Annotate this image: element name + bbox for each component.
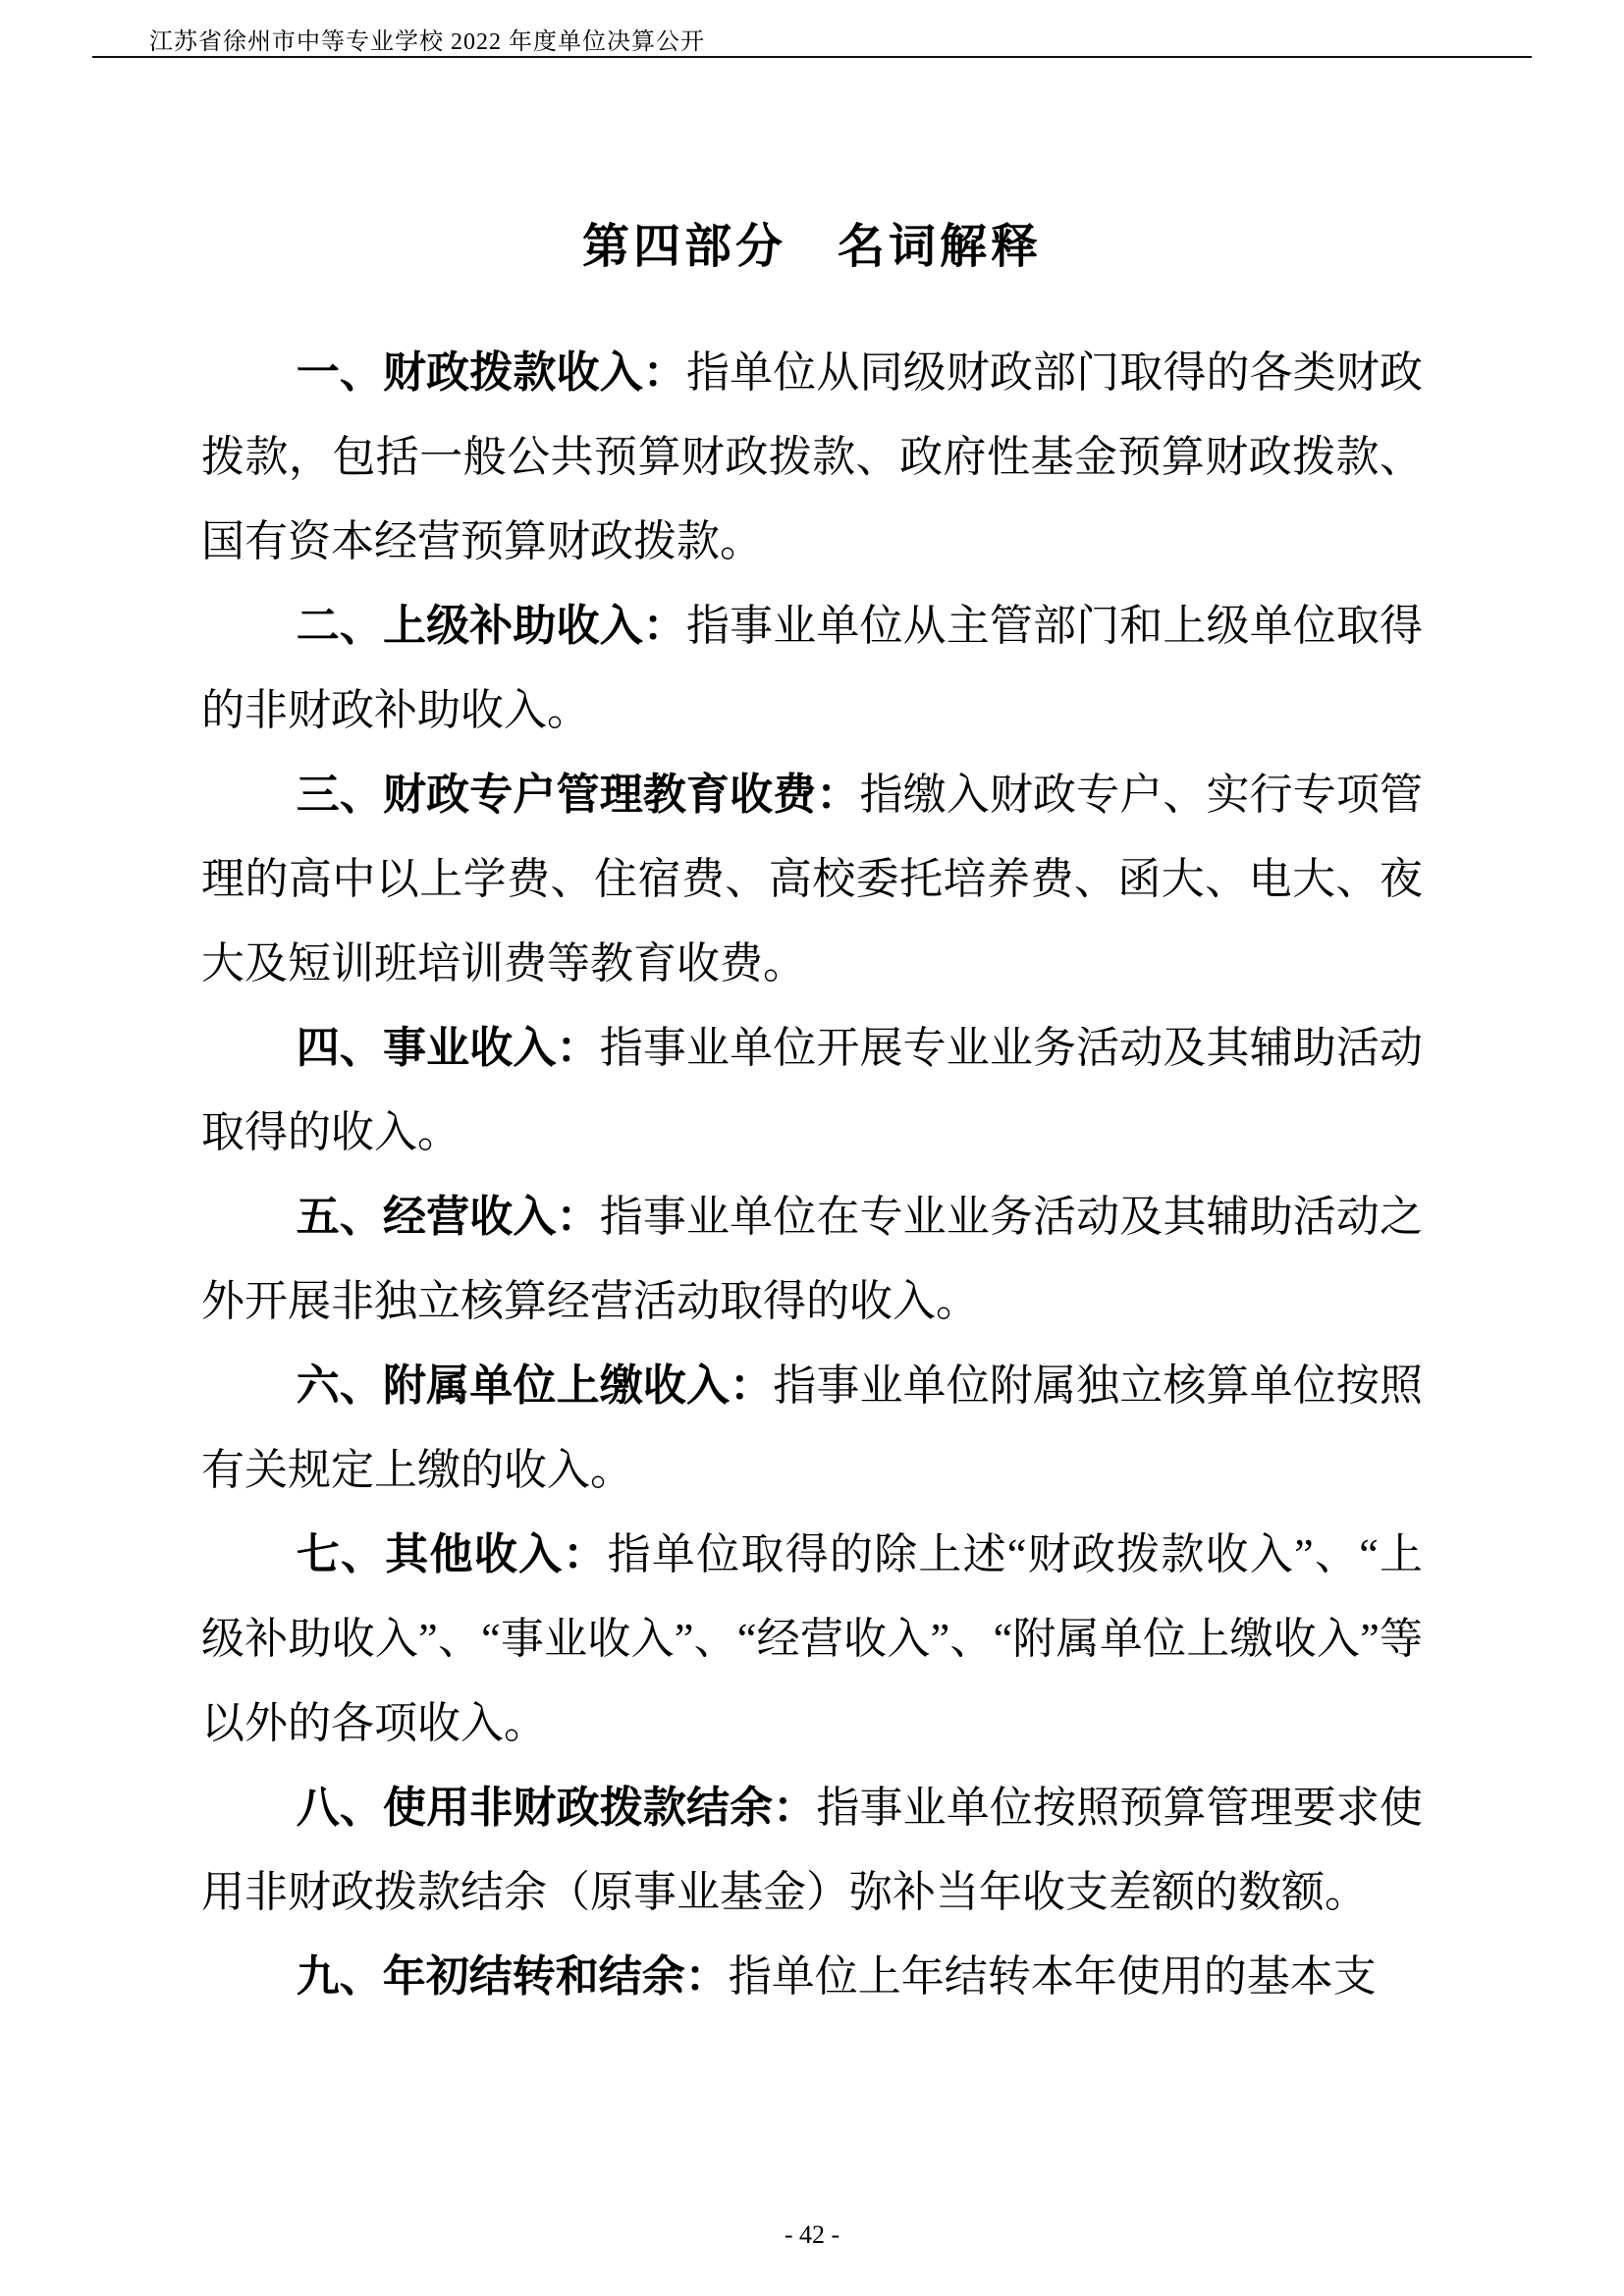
definition-paragraph (201, 1513, 1423, 1766)
definition-paragraph (201, 753, 1423, 1006)
term-label: 八、使用非财政拨款结余： (296, 1784, 817, 1832)
term-definition: 指事业单位在专业业务活动及其辅助活动之外开展非独立核算经营活动取得的收入。 (201, 1193, 1424, 1325)
term-definition: 指事业单位按照预算管理要求使用非财政拨款结余（原事业基金）弥补当年收支差额的数额。 (201, 1784, 1424, 1916)
term-label: 五、经营收入： (296, 1193, 600, 1241)
term-definition: 指缴入财政专户、实行专项管理的高中以上学费、住宿费、高校委托培养费、函大、电大、夜大及短训班培训费等教育收费。 (201, 771, 1424, 988)
term-label: 二、上级补助收入： (296, 602, 686, 650)
term-definition: 指事业单位附属独立核算单位按照有关规定上缴的收入。 (201, 1362, 1424, 1494)
header-divider (92, 56, 1532, 58)
definition-paragraph (201, 1175, 1423, 1344)
document-body (201, 331, 1423, 2019)
page-number: - 42 - (784, 2220, 840, 2249)
term-definition: 指单位从同级财政部门取得的各类财政拨款，包括一般公共预算财政拨款、政府性基金预算财政拨款、国有资本经营预算财政拨款。 (201, 348, 1424, 565)
definition-paragraph (201, 1766, 1423, 1935)
term-label: 三、财政专户管理教育收费： (296, 771, 860, 819)
page-title: 第四部分 名词解释 (581, 221, 1042, 273)
term-definition: 指单位取得的除上述“财政拨款收入”、“上级补助收入”、“事业收入”、“经营收入”、“附属单位上缴收入”等以外的各项收入。 (201, 1530, 1423, 1747)
term-definition: 指事业单位从主管部门和上级单位取得的非财政补助收入。 (201, 602, 1424, 734)
term-label: 六、附属单位上缴收入： (296, 1362, 774, 1410)
term-label: 七、其他收入： (296, 1530, 608, 1578)
definition-paragraph (201, 1935, 1423, 2019)
term-definition: 指事业单位开展专业业务活动及其辅助活动取得的收入。 (201, 1024, 1424, 1156)
term-label: 九、年初结转和结余： (296, 1952, 729, 2001)
definition-paragraph (201, 1344, 1423, 1513)
term-definition: 指单位上年结转本年使用的基本支 (728, 1952, 1377, 2001)
term-label: 一、财政拨款收入： (296, 348, 686, 397)
definition-paragraph (201, 1006, 1423, 1175)
definition-paragraph (201, 584, 1423, 753)
page-header: 江苏省徐州市中等专业学校 2022 年度单位决算公开 (149, 29, 705, 55)
definition-paragraph (201, 331, 1423, 584)
term-label: 四、事业收入： (296, 1024, 600, 1072)
